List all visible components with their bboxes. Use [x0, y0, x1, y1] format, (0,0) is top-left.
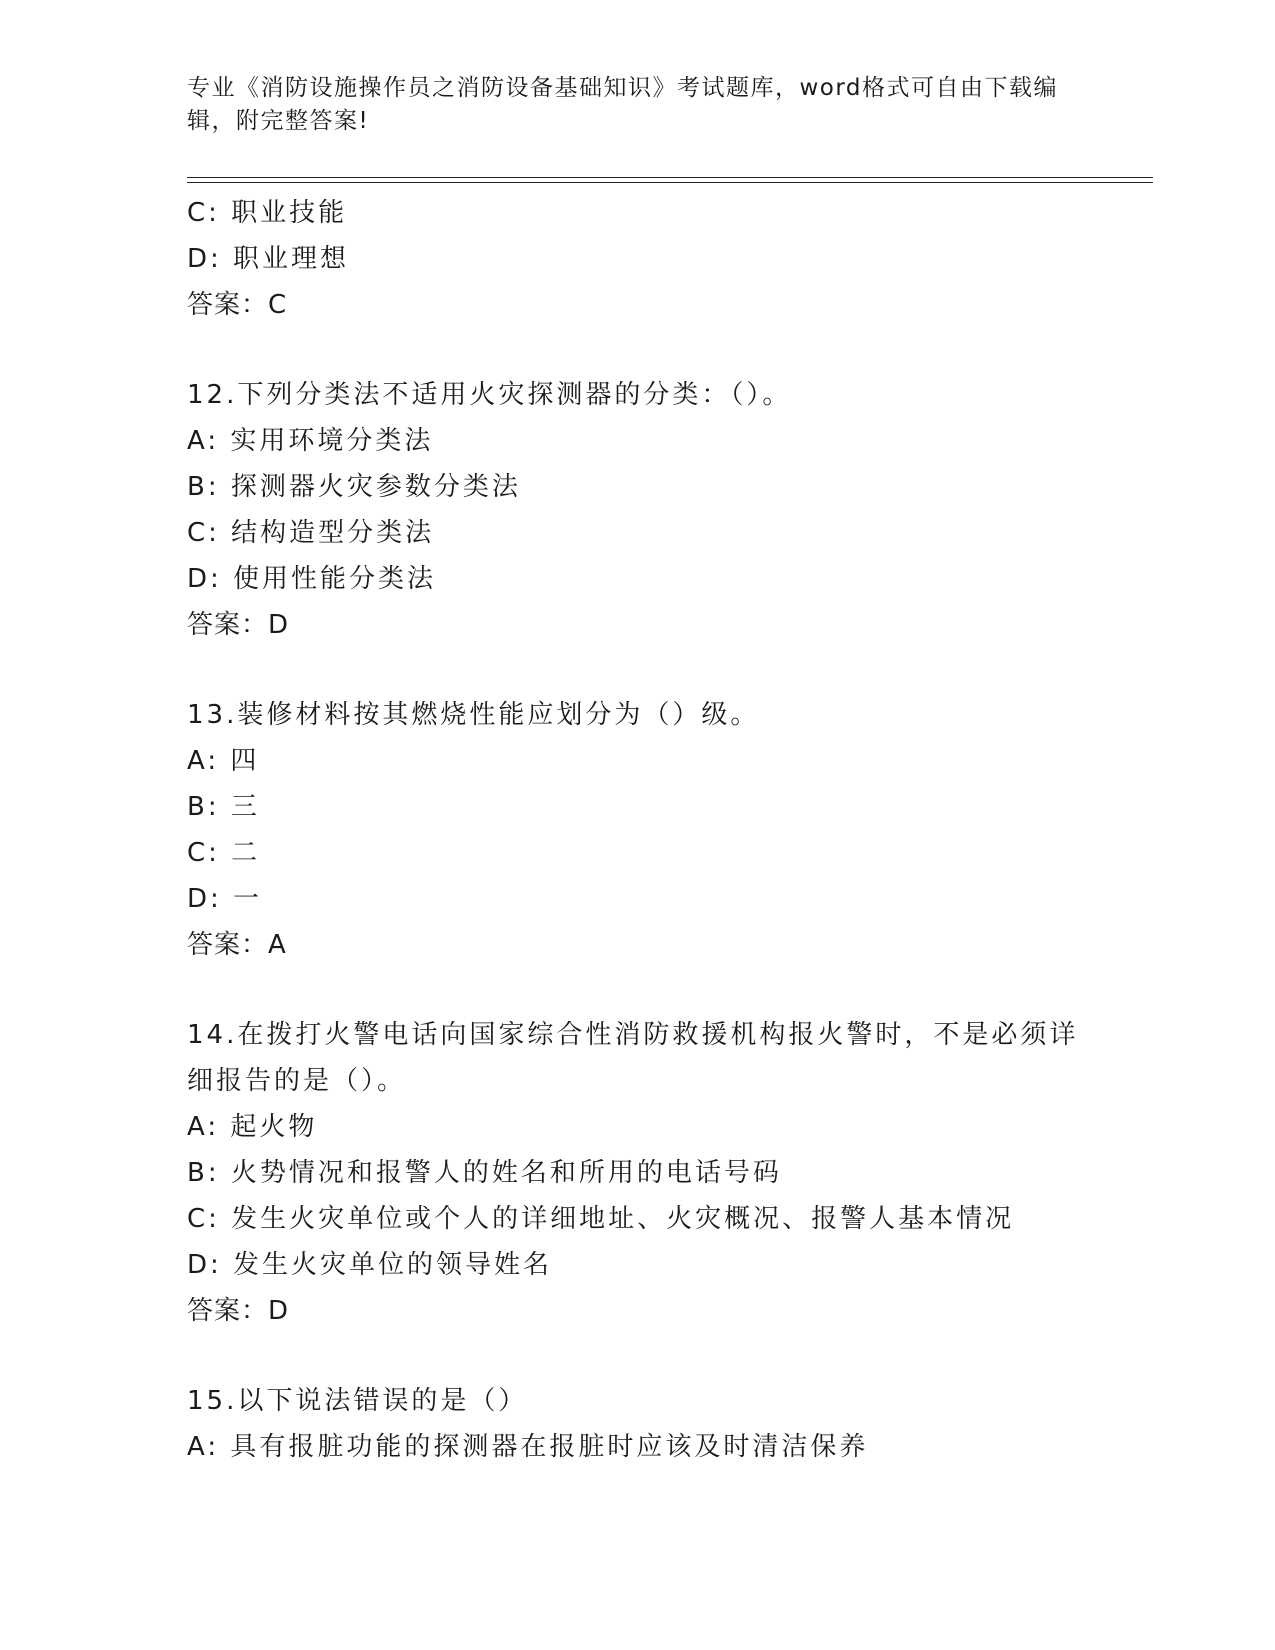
question-11 — [187, 190, 1087, 328]
question-13-option-a: A: 四 — [187, 746, 260, 776]
question-13-text: 13.装修材料按其燃烧性能应划分为（）级。 — [187, 700, 760, 730]
question-12-option-c: C: 结构造型分类法 — [187, 518, 435, 548]
question-14-option-b: B: 火势情况和报警人的姓名和所用的电话号码 — [187, 1158, 782, 1188]
spacer — [187, 328, 1087, 372]
spacer — [187, 648, 1087, 692]
question-12-answer: 答案：D — [187, 610, 290, 640]
spacer — [187, 1334, 1087, 1378]
question-15-text: 15.以下说法错误的是（） — [187, 1386, 528, 1416]
question-13-option-d: D: 一 — [187, 884, 263, 914]
question-13-option-b: B: 三 — [187, 792, 260, 822]
question-11-option-d: D: 职业理想 — [187, 244, 350, 274]
question-14-option-c: C: 发生火灾单位或个人的详细地址、火灾概况、报警人基本情况 — [187, 1204, 1015, 1234]
question-13-answer: 答案：A — [187, 930, 287, 960]
question-15-option-a: A: 具有报脏功能的探测器在报脏时应该及时清洁保养 — [187, 1432, 869, 1462]
question-15 — [187, 1378, 1087, 1470]
question-14 — [187, 1012, 1087, 1334]
question-14-option-a: A: 起火物 — [187, 1112, 318, 1142]
spacer — [187, 968, 1087, 1012]
header-rule-top — [187, 177, 1153, 178]
header-rule-bottom — [187, 182, 1153, 183]
question-14-answer: 答案：D — [187, 1296, 290, 1326]
question-14-option-d: D: 发生火灾单位的领导姓名 — [187, 1250, 553, 1280]
question-list — [187, 190, 1087, 1470]
question-12-option-a: A: 实用环境分类法 — [187, 426, 434, 456]
question-11-answer: 答案：C — [187, 290, 288, 320]
question-12-option-b: B: 探测器火灾参数分类法 — [187, 472, 521, 502]
question-11-option-c: C: 职业技能 — [187, 198, 348, 228]
question-13-option-c: C: 二 — [187, 838, 261, 868]
question-12-option-d: D: 使用性能分类法 — [187, 564, 437, 594]
document-header: 专业《消防设施操作员之消防设备基础知识》考试题库，word格式可自由下载编辑，附完整答案! — [187, 75, 1059, 134]
question-12-text: 12.下列分类法不适用火灾探测器的分类：（）。 — [187, 380, 792, 410]
question-12 — [187, 372, 1087, 648]
question-13 — [187, 692, 1087, 968]
question-14-text: 14.在拨打火警电话向国家综合性消防救援机构报火警时，不是必须详细报告的是（）。 — [187, 1020, 1079, 1096]
